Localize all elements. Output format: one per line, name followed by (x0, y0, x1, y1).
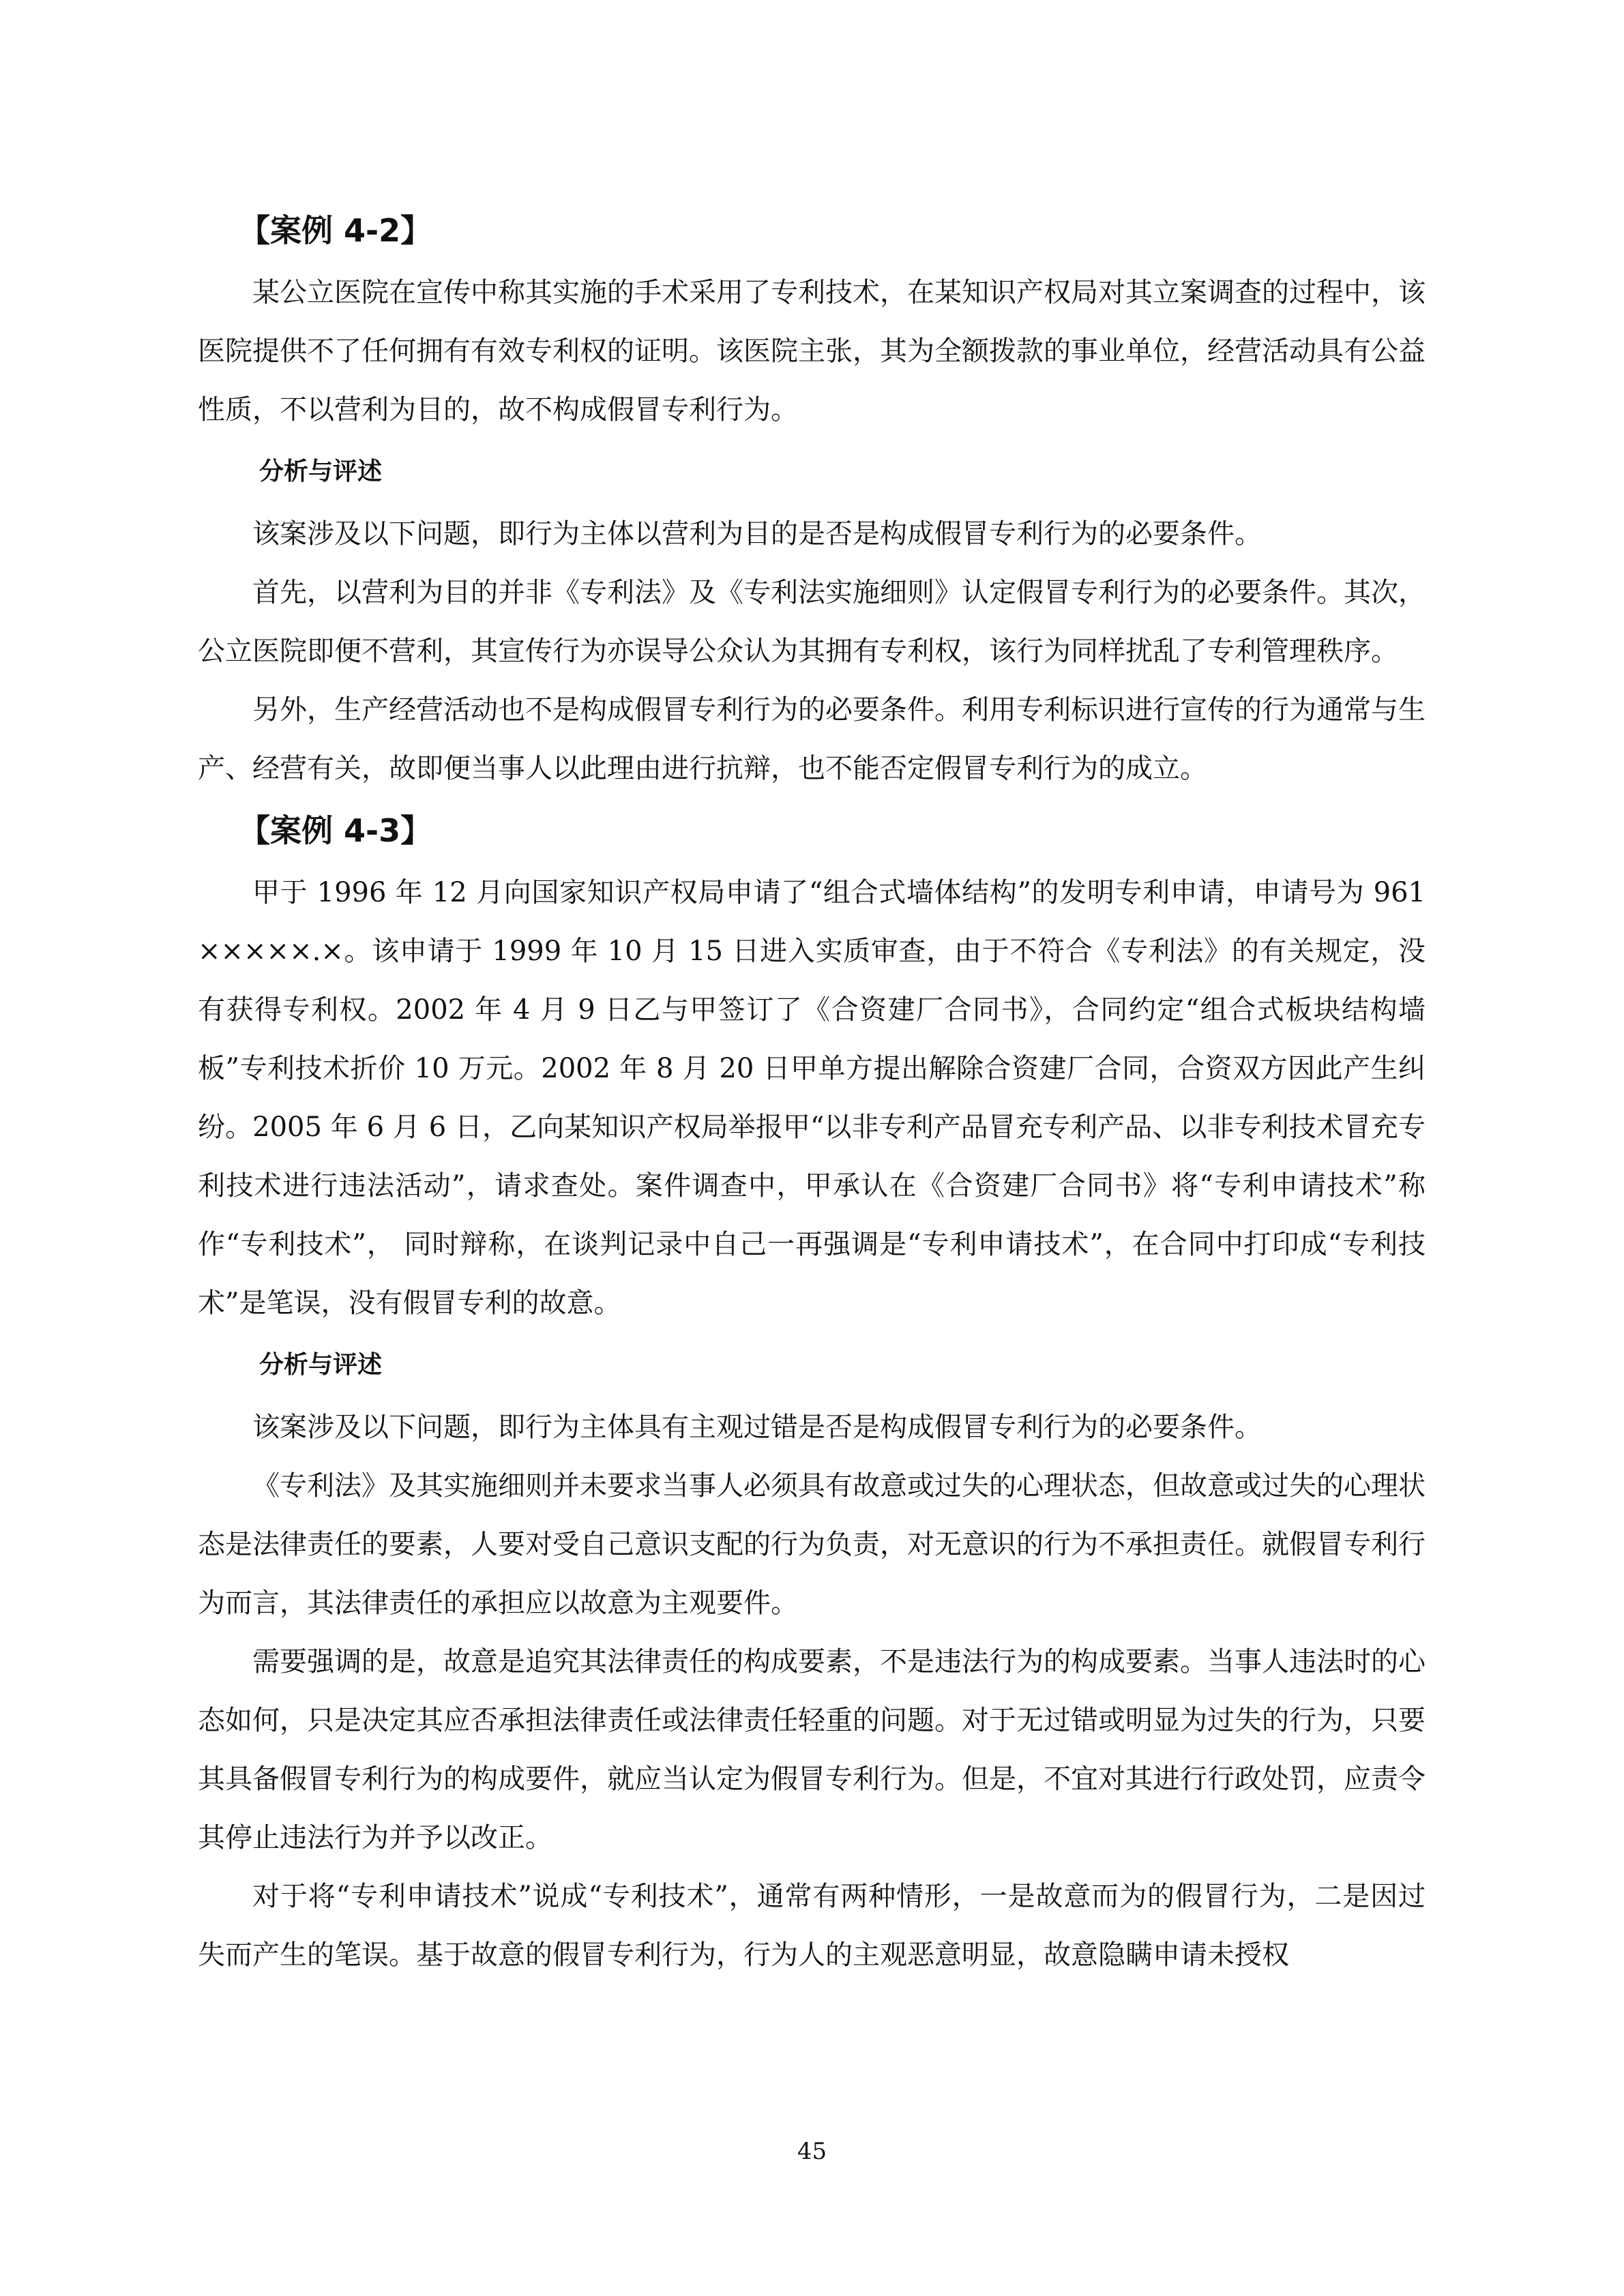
case-4-3-analysis-paragraph: 对于将“专利申请技术”说成“专利技术”，通常有两种情形，一是故意而为的假冒行为，二是因过失而产生的笔误。基于故意的假冒专利行为，行为人的主观恶意明显，故意隐瞒申请未授权 (198, 1881, 1426, 1971)
case-4-3-analysis-paragraph: 该案涉及以下问题，即行为主体具有主观过错是否是构成假冒专利行为的必要条件。 (252, 1412, 1262, 1443)
case-4-3-analysis-heading: 分析与评述 (259, 1351, 383, 1379)
case-4-3-facts: 甲于 1996 年 12 月向国家知识产权局申请了“组合式墙体结构”的发明专利申请，申请号为 961×××××.×。该申请于 1999 年 10 月 15 日进入实质审查，由于不符合《专利法》的有关规定，没有获得专利权。2002 年 4 月 9 日乙与甲签订了《合资建厂合同书》，合同约定“组合式板块结构墙板”专利技术折价 10 万元。2002 年 8 月 20 日甲单方提出解除合资建厂合同，合资双方因此产生纠纷。2005 年 6 月 6 日，乙向某知识产权局举报甲“以非专利产品冒充专利产品、以非专利技术冒充专利技术进行违法活动”，请求查处。案件调查中，甲承认在《合资建厂合同书》将“专利申请技术”称作“专利技术”， 同时辩称，在谈判记录中自己一再强调是“专利申请技术”，在合同中打印成“专利技术”是笔误，没有假冒专利的故意。 (198, 877, 1426, 1319)
page-body (198, 198, 1426, 1984)
case-4-3-analysis-paragraph: 需要强调的是，故意是追究其法律责任的构成要素，不是违法行为的构成要素。当事人违法时的心态如何，只是决定其应否承担法律责任或法律责任轻重的问题。对于无过错或明显为过失的行为，只要其具备假冒专利行为的构成要件，就应当认定为假冒专利行为。但是，不宜对其进行行政处罚，应责令其停止违法行为并予以改正。 (198, 1646, 1426, 1853)
case-4-2-facts: 某公立医院在宣传中称其实施的手术采用了专利技术，在某知识产权局对其立案调查的过程中，该医院提供不了任何拥有有效专利权的证明。该医院主张，其为全额拨款的事业单位，经营活动具有公益性质，不以营利为目的，故不构成假冒专利行为。 (198, 277, 1426, 426)
case-4-2-heading: 【案例 4-2】 (239, 212, 432, 249)
case-4-3-analysis-paragraph: 《专利法》及其实施细则并未要求当事人必须具有故意或过失的心理状态，但故意或过失的心理状态是法律责任的要素，人要对受自己意识支配的行为负责，对无意识的行为不承担责任。就假冒专利行为而言，其法律责任的承担应以故意为主观要件。 (198, 1470, 1426, 1619)
case-4-2-analysis-paragraph: 另外，生产经营活动也不是构成假冒专利行为的必要条件。利用专利标识进行宣传的行为通常与生产、经营有关，故即便当事人以此理由进行抗辩，也不能否定假冒专利行为的成立。 (198, 694, 1426, 784)
case-4-3-heading: 【案例 4-3】 (239, 812, 432, 849)
case-4-2-analysis-paragraph: 该案涉及以下问题，即行为主体以营利为目的是否是构成假冒专利行为的必要条件。 (252, 518, 1262, 550)
case-4-2-analysis-heading: 分析与评述 (259, 458, 383, 486)
page-number: 45 (797, 2138, 827, 2165)
case-4-2-analysis-paragraph: 首先，以营利为目的并非《专利法》及《专利法实施细则》认定假冒专利行为的必要条件。其次，公立医院即便不营利，其宣传行为亦误导公众认为其拥有专利权，该行为同样扰乱了专利管理秩序。 (198, 577, 1426, 667)
